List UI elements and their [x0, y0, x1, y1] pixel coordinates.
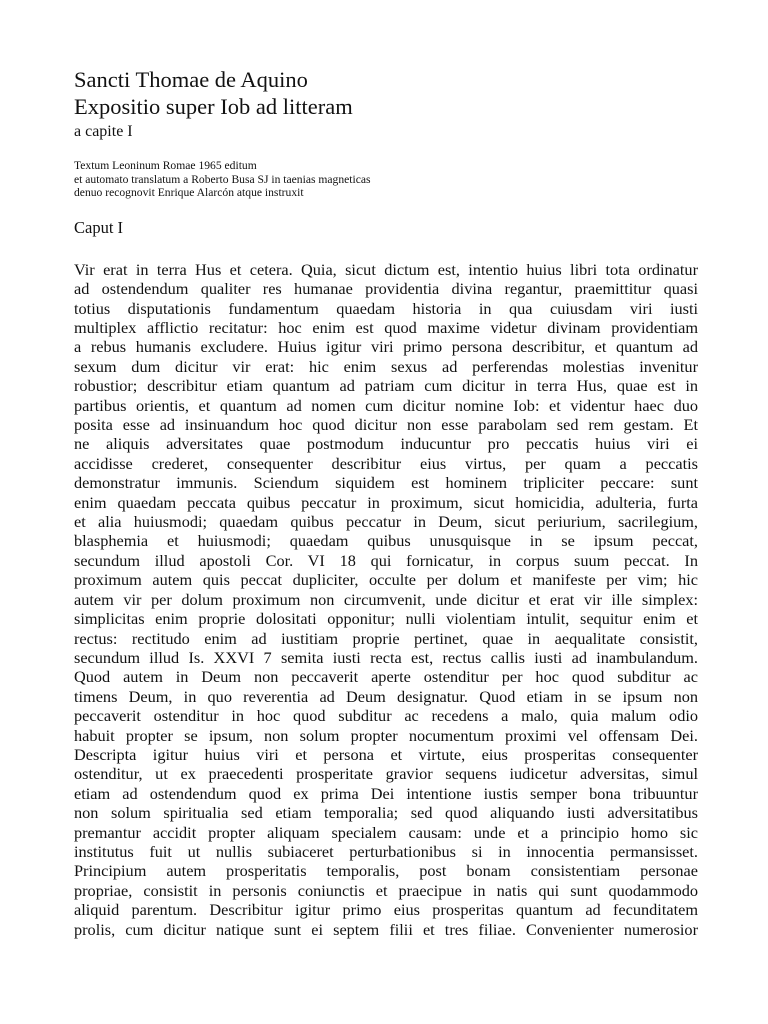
body-line: multiplex afflictio recitatur: hoc enim est quod maxime videtur divinam providentiam [74, 318, 698, 337]
body-line: propriae, consistit in personis coniunctis et praecipue in natis qui sunt quodammodo [74, 880, 698, 900]
body-line: secundum illud Is. XXVI 7 semita iusti recta est, rectus callis iusti ad inambulandum. [74, 647, 698, 667]
body-line: et alia huiusmodi; quaedam quibus peccatur in Deum, sicut periurium, sacrilegium, [74, 512, 698, 532]
body-line: simplicitas enim proprie dolositati opponitur; nulli violentiam intulit, sequitur enim et [74, 609, 698, 629]
body-line: enim quaedam peccata quibus peccatur in proximum, sicut homicidia, adulteria, furta [74, 492, 698, 512]
chapter-heading: Caput I [74, 217, 124, 237]
body-line: non solum spiritualia sed etiam temporalia; sed quod aliquando iusti adversitatibus [74, 803, 698, 823]
body-line: ne aliquis adversitates quae postmodum inducuntur pro peccatis huius viri ei [74, 434, 698, 454]
body-line: blasphemia et huiusmodi; quaedam quibus unusquisque in se ipsum peccat, [74, 531, 698, 551]
body-line: robustior; describitur etiam quantum ad patriam cum dicitur in terra Hus, quae est in [74, 376, 698, 396]
body-line: posita esse ad insinuandum hoc quod dicitur non esse parabolam sed rem gestam. Et [74, 415, 698, 435]
document-page [74, 66, 698, 939]
body-line: Descripta igitur huius viri et persona et virtute, eius prosperitas consequenter [74, 744, 698, 764]
body-line: habuit propter se ipsum, non solum propter nocumentum proximi vel offensam Dei. [74, 725, 698, 745]
body-line: totius disputationis fundamentum quaedam historia in qua cuiusdam viri iusti [74, 298, 698, 318]
edition-line: denuo recognovit Enrique Alarcón atque instruxit [74, 186, 304, 200]
body-line: ad ostendendum qualiter res humanae providentia divina regantur, praemittitur quasi [74, 279, 698, 299]
body-line: autem vir per dolum proximum non circumvenit, unde dicitur et erat vir ille simplex: [74, 589, 698, 609]
body-line: a rebus humanis excludere. Huius igitur viri primo persona describitur, et quantum ad [74, 337, 698, 357]
body-line: Vir erat in terra Hus et cetera. Quia, sicut dictum est, intentio huius libri tota ordinatur [74, 259, 698, 279]
body-line: timens Deum, in quo reverentia ad Deum designatur. Quod etiam in se ipsum non [74, 686, 698, 706]
body-line: ostenditur, ut ex praecedenti prosperitate gravior sequens iudicetur adversitas, simul [74, 764, 698, 784]
edition-line: et automato translatum a Roberto Busa SJ in taenias magneticas [74, 172, 371, 186]
body-line: rectus: rectitudo enim ad iustitiam proprie pertinet, quae in aequalitate consistit, [74, 628, 698, 648]
body-line: peccaverit ostenditur in hoc quod subditur ac recedens a malo, quia malum odio [74, 706, 698, 726]
body-line: demonstratur immunis. Sciendum siquidem est hominem tripliciter peccare: sunt [74, 473, 698, 493]
body-line: sexum dum dicitur vir erat: hic enim sexus ad perferendas molestias invenitur [74, 356, 698, 376]
body-line: Quod autem in Deum non peccaverit aperte ostenditur per hoc quod subditur ac [74, 667, 698, 687]
body-line: proximum autem quis peccat dupliciter, occulte per dolum et manifeste per vim; hic [74, 570, 698, 590]
body-line: accidisse crederet, consequenter describitur eius virtus, per quam a peccatis [74, 453, 698, 473]
body-line: premantur accidit propter aliquam specialem causam: unde et a principio homo sic [74, 822, 698, 842]
body-line: secundum illud apostoli Cor. VI 18 qui fornicatur, in corpus suum peccat. In [74, 550, 698, 570]
body-line: Principium autem prosperitatis temporalis, post bonam consistentiam personae [74, 861, 698, 881]
edition-line: Textum Leoninum Romae 1965 editum [74, 159, 257, 172]
body-line: etiam ad ostendendum quod ex prima Dei intentione iustis semper bona tribuuntur [74, 783, 698, 803]
body-line: prolis, cum dicitur natique sunt ei septem filii et tres filiae. Convenienter numerosior [74, 919, 698, 939]
work-title: Expositio super Iob ad litteram [74, 94, 353, 119]
body-line: partibus orientis, et quantum ad nomen cum dicitur nomine Iob: et videntur haec duo [74, 395, 698, 415]
body-line: aliquid parentum. Describitur igitur primo eius prosperitas quantum ad fecunditatem [74, 900, 698, 920]
body-line: institutus fuit ut nullis subiaceret perturbationibus si in innocentia permansisset. [74, 841, 698, 861]
edition-note [74, 159, 698, 200]
body-paragraph [74, 260, 698, 939]
author-title: Sancti Thomae de Aquino [74, 67, 308, 92]
section-subtitle: a capite I [74, 123, 133, 140]
